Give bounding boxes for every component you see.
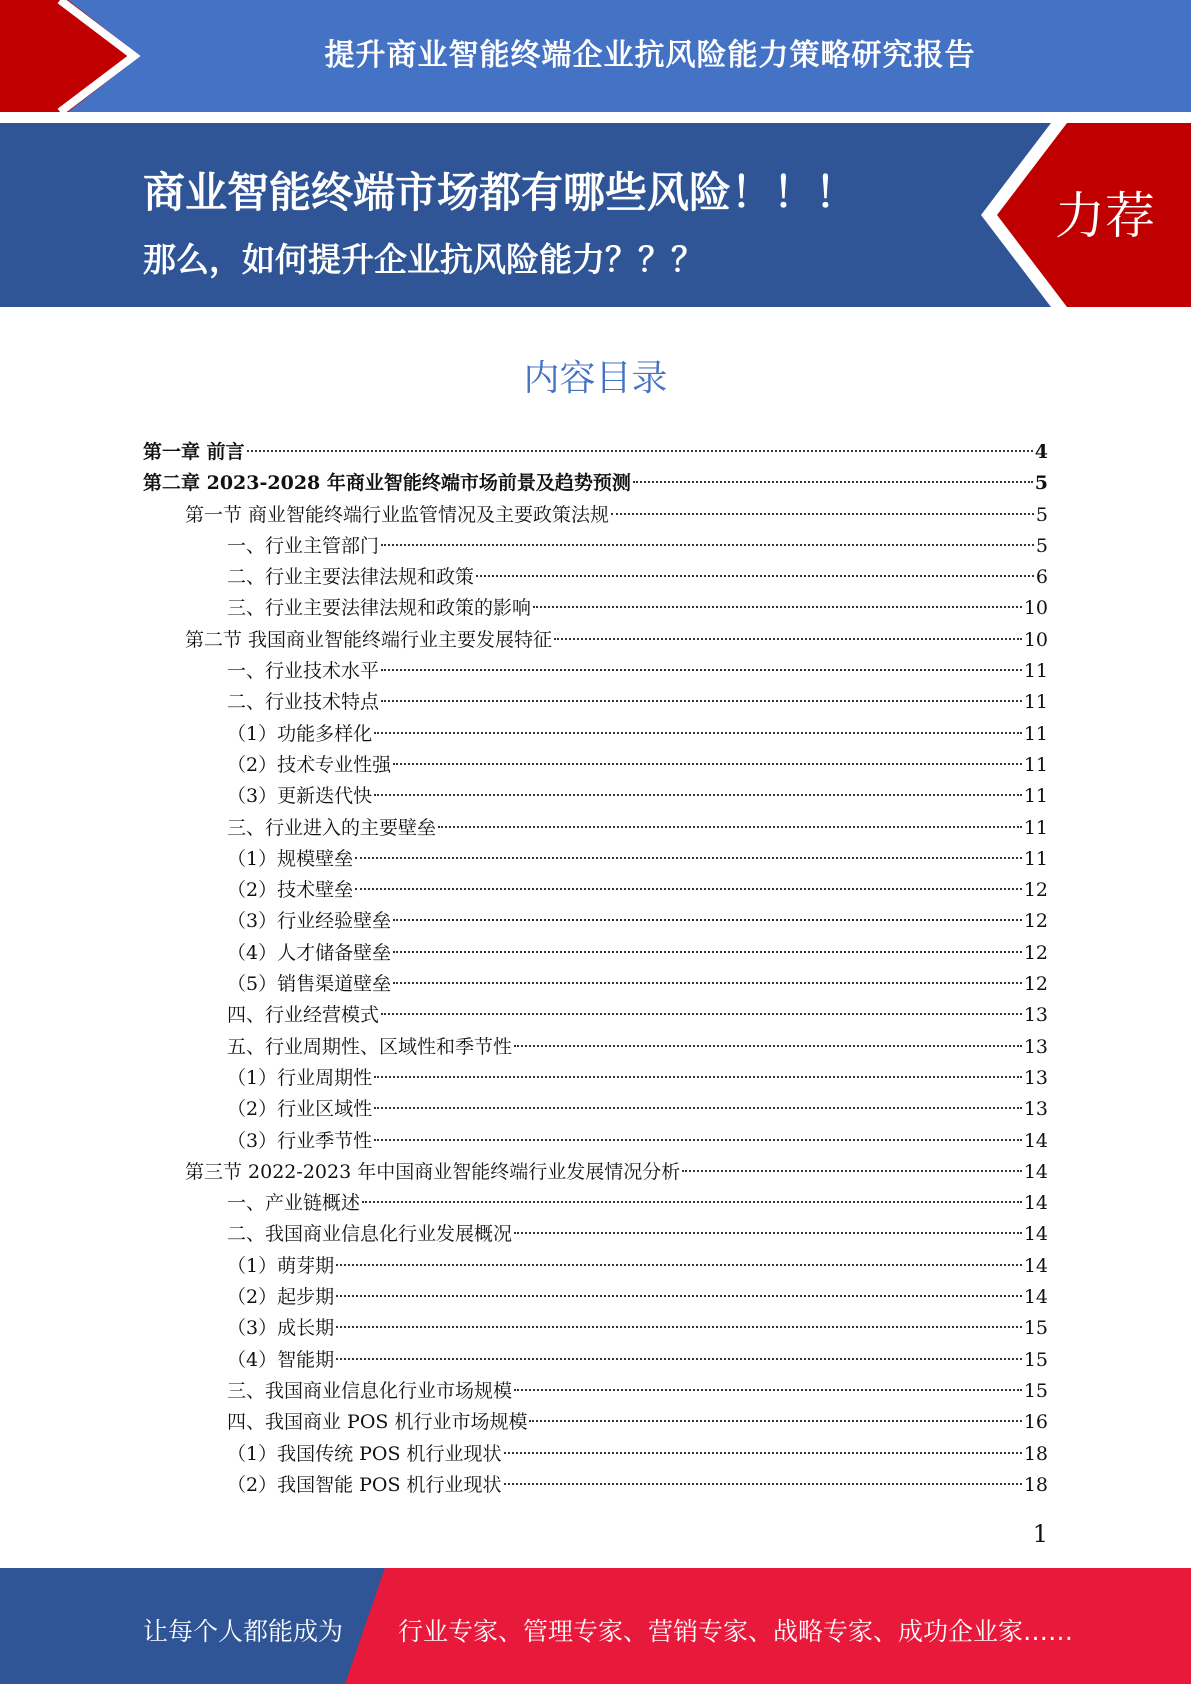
toc-leader-dots bbox=[393, 931, 1022, 953]
toc-entry-page: 5 bbox=[1034, 472, 1048, 495]
toc-entry-page: 11 bbox=[1023, 691, 1048, 714]
toc-entry-label: 三、行业进入的主要壁垒 bbox=[227, 816, 437, 839]
toc-entry-label: （3）行业季节性 bbox=[227, 1129, 373, 1152]
toc-leader-dots bbox=[336, 1275, 1022, 1297]
toc-entry-label: 第一节 商业智能终端行业监管情况及主要政策法规 bbox=[185, 503, 610, 526]
toc-entry-label: （2）技术壁垒 bbox=[227, 879, 354, 902]
toc-entry-page: 10 bbox=[1023, 628, 1048, 651]
toc-entry-page: 15 bbox=[1023, 1317, 1048, 1340]
toc-entry-page: 11 bbox=[1023, 753, 1048, 776]
toc-leader-dots bbox=[533, 586, 1022, 608]
toc-entry-label: 二、我国商业信息化行业发展概况 bbox=[227, 1223, 513, 1246]
toc-entry-page: 10 bbox=[1023, 597, 1048, 620]
toc-leader-dots bbox=[504, 1463, 1022, 1485]
toc-entry-label: 第二章 2023-2028 年商业智能终端市场前景及趋势预测 bbox=[143, 472, 631, 495]
toc-leader-dots bbox=[355, 837, 1022, 859]
toc-entry-page: 18 bbox=[1023, 1473, 1048, 1496]
toc-leader-dots bbox=[381, 524, 1034, 546]
page-number: 1 bbox=[1032, 1520, 1048, 1548]
toc-leader-dots bbox=[393, 962, 1022, 984]
toc-entry-page: 13 bbox=[1023, 1066, 1048, 1089]
toc-entry-page: 13 bbox=[1023, 1035, 1048, 1058]
toc-entry-label: 第三节 2022-2023 年中国商业智能终端行业发展情况分析 bbox=[185, 1160, 681, 1183]
toc-leader-dots bbox=[393, 899, 1022, 921]
toc-entry-label: （1）我国传统 POS 机行业现状 bbox=[227, 1442, 502, 1465]
toc-leader-dots bbox=[336, 1338, 1022, 1360]
toc-entry-label: 三、我国商业信息化行业市场规模 bbox=[227, 1379, 513, 1402]
toc-entry-page: 14 bbox=[1023, 1254, 1048, 1277]
toc-leader-dots bbox=[381, 649, 1022, 671]
top-red-chevron-graphic bbox=[0, 0, 160, 112]
toc-entry-label: （1）功能多样化 bbox=[227, 722, 373, 745]
toc-entry-page: 14 bbox=[1023, 1286, 1048, 1309]
toc-entry-label: 二、行业主要法律法规和政策 bbox=[227, 566, 475, 589]
toc-entry-label: 一、产业链概述 bbox=[227, 1192, 361, 1215]
toc-leader-dots bbox=[611, 493, 1034, 515]
toc-entry-page: 11 bbox=[1023, 816, 1048, 839]
toc-leader-dots bbox=[355, 868, 1022, 890]
toc-leader-dots bbox=[374, 1087, 1022, 1109]
toc-entry-page: 14 bbox=[1023, 1223, 1048, 1246]
toc-entry-label: （3）行业经验壁垒 bbox=[227, 910, 392, 933]
recommend-badge: 力荐 bbox=[1055, 187, 1155, 245]
toc-entry-page: 11 bbox=[1023, 785, 1048, 808]
toc-leader-dots bbox=[554, 618, 1022, 640]
footer-slogan-right: 行业专家、管理专家、营销专家、战略专家、成功企业家…… bbox=[398, 1617, 1074, 1646]
toc-entry-label: （2）起步期 bbox=[227, 1286, 335, 1309]
toc-entry-page: 11 bbox=[1023, 660, 1048, 683]
toc-leader-dots bbox=[504, 1432, 1022, 1454]
toc-leader-dots bbox=[514, 1025, 1022, 1047]
hero-headline: 商业智能终端市场都有哪些风险！！！ bbox=[143, 168, 858, 217]
toc-entry-label: （3）成长期 bbox=[227, 1317, 335, 1340]
toc-entry-label: 第一章 前言 bbox=[143, 441, 245, 463]
toc-entry-page: 12 bbox=[1023, 879, 1048, 902]
toc-entry-label: 五、行业周期性、区域性和季节性 bbox=[227, 1035, 513, 1058]
toc-leader-dots bbox=[247, 430, 1033, 452]
toc-entry-label: 第二节 我国商业智能终端行业主要发展特征 bbox=[185, 628, 553, 651]
toc-leader-dots bbox=[374, 774, 1022, 796]
toc-entry-label: （1）萌芽期 bbox=[227, 1254, 335, 1277]
hero-subheadline: 那么，如何提升企业抗风险能力？？？ bbox=[143, 240, 704, 279]
toc-entry-label: 二、行业技术特点 bbox=[227, 691, 380, 714]
toc-entry-label: 四、行业经营模式 bbox=[227, 1004, 380, 1027]
report-title: 提升商业智能终端企业抗风险能力策略研究报告 bbox=[324, 38, 976, 73]
toc-entry-label: （4）智能期 bbox=[227, 1348, 335, 1371]
toc-entry-page: 11 bbox=[1023, 847, 1048, 870]
toc-entry-label: 一、行业技术水平 bbox=[227, 660, 380, 683]
toc-entry-label: （2）我国智能 POS 机行业现状 bbox=[227, 1473, 502, 1496]
toc-entry-page: 14 bbox=[1023, 1192, 1048, 1215]
toc-leader-dots bbox=[438, 806, 1022, 828]
toc-entry-page: 15 bbox=[1023, 1348, 1048, 1371]
toc-entry-page: 12 bbox=[1023, 910, 1048, 933]
toc-entry-page: 5 bbox=[1035, 503, 1048, 526]
toc-leader-dots bbox=[374, 1119, 1022, 1141]
toc-leader-dots bbox=[374, 1056, 1022, 1078]
toc-entry-page: 15 bbox=[1023, 1379, 1048, 1402]
toc-entry-label: （1）规模壁垒 bbox=[227, 847, 354, 870]
footer-slogan-left: 让每个人都能成为 bbox=[143, 1617, 344, 1646]
toc-entry-page: 12 bbox=[1023, 941, 1048, 964]
toc-entry-label: （5）销售渠道壁垒 bbox=[227, 973, 392, 996]
toc-leader-dots bbox=[476, 555, 1034, 577]
toc-entry-page: 6 bbox=[1035, 566, 1048, 589]
toc-entry-label: （3）更新迭代快 bbox=[227, 785, 373, 808]
toc-leader-dots bbox=[336, 1306, 1022, 1328]
toc-leader-dots bbox=[514, 1369, 1022, 1391]
toc-leader-dots bbox=[336, 1244, 1022, 1266]
red-chevron-shape bbox=[0, 0, 140, 112]
toc-heading: 内容目录 bbox=[523, 358, 668, 399]
toc-leader-dots bbox=[529, 1400, 1021, 1422]
toc-entry-label: 一、行业主管部门 bbox=[227, 534, 380, 557]
toc-leader-dots bbox=[381, 680, 1022, 702]
toc-entry-page: 13 bbox=[1023, 1004, 1048, 1027]
toc-leader-dots bbox=[633, 461, 1033, 483]
toc-entry-label: （2）行业区域性 bbox=[227, 1098, 373, 1121]
toc-entry-label: （4）人才储备壁垒 bbox=[227, 941, 392, 964]
toc-entry-label: 四、我国商业 POS 机行业市场规模 bbox=[227, 1411, 528, 1434]
toc-entry-label: （2）技术专业性强 bbox=[227, 753, 392, 776]
toc-entry-page: 4 bbox=[1034, 441, 1048, 463]
toc-entry-label: 三、行业主要法律法规和政策的影响 bbox=[227, 597, 532, 620]
toc-entry-page: 11 bbox=[1023, 722, 1048, 745]
table-of-contents bbox=[143, 436, 1048, 1500]
toc-leader-dots bbox=[514, 1212, 1022, 1234]
toc-entry-page: 14 bbox=[1023, 1160, 1048, 1183]
toc-entry-page: 14 bbox=[1023, 1129, 1048, 1152]
toc-entry[interactable] bbox=[143, 1469, 1048, 1500]
toc-leader-dots bbox=[381, 993, 1022, 1015]
toc-entry-page: 13 bbox=[1023, 1098, 1048, 1121]
toc-entry-page: 16 bbox=[1023, 1411, 1048, 1434]
toc-entry-page: 18 bbox=[1023, 1442, 1048, 1465]
toc-leader-dots bbox=[393, 743, 1022, 765]
toc-entry-page: 12 bbox=[1023, 973, 1048, 996]
toc-leader-dots bbox=[682, 1150, 1022, 1172]
toc-leader-dots bbox=[362, 1181, 1022, 1203]
toc-entry-label: （1）行业周期性 bbox=[227, 1066, 373, 1089]
toc-entry-page: 5 bbox=[1035, 534, 1048, 557]
toc-leader-dots bbox=[374, 712, 1022, 734]
